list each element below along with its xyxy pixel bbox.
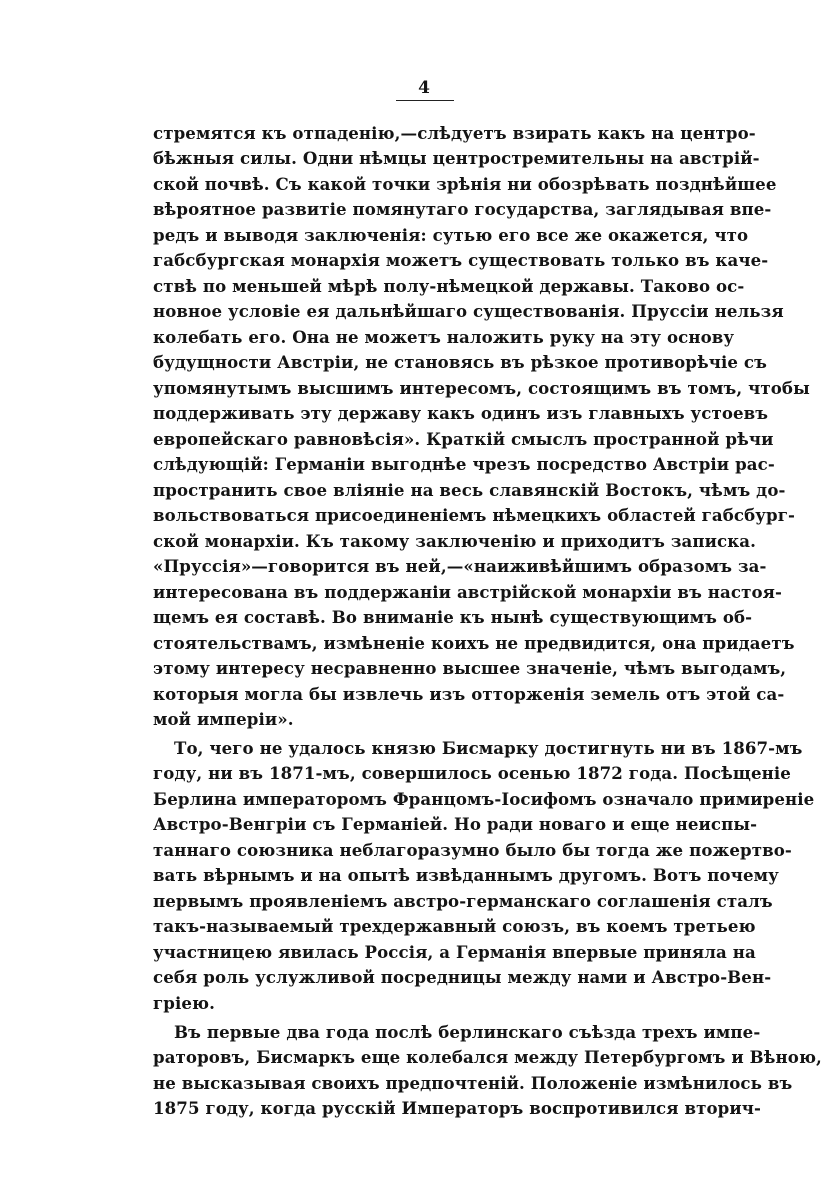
- text-line: колебать его. Она не можетъ наложить руку на эту основу: [153, 327, 735, 347]
- text-line: вѣроятное развитіе помянутаго государства, заглядывая впе-: [153, 199, 772, 219]
- text-line: гріею.: [153, 993, 216, 1013]
- page-number-rule: [396, 100, 454, 101]
- text-line: ской почвѣ. Съ какой точки зрѣнія ни обозрѣвать позднѣйшее: [153, 174, 777, 194]
- text-line: щемъ ея составѣ. Во вниманіе къ нынѣ существующимъ об-: [153, 607, 753, 627]
- text-line: упомянутымъ высшимъ интересомъ, состоящимъ въ томъ, чтобы: [153, 378, 810, 398]
- text-line: европейскаго равновѣсія». Краткій смыслъ пространной рѣчи: [153, 429, 774, 449]
- text-line: стремятся къ отпаденію,—слѣдуетъ взирать какъ на центро-: [153, 123, 756, 143]
- text-line: редъ и выводя заключенія: сутью его все же окажется, что: [153, 225, 749, 245]
- text-line: Австро-Венгріи съ Германіей. Но ради новаго и еще неиспы-: [153, 814, 758, 834]
- paragraph-start-line: То, чего не удалось князю Бисмарку достигнуть ни въ 1867-мъ: [174, 738, 803, 758]
- text-line: которыя могла бы извлечь изъ отторженія земель отъ этой са-: [153, 684, 785, 704]
- text-line: будущности Австріи, не становясь въ рѣзкое противорѣчіе съ: [153, 352, 767, 372]
- text-line: стоятельствамъ, измѣненіе коихъ не предвидится, она придаетъ: [153, 633, 795, 653]
- text-line: ствѣ по меньшей мѣрѣ полу-нѣмецкой державы. Таково ос-: [153, 276, 745, 296]
- text-line: вольствоваться присоединеніемъ нѣмецкихъ областей габсбург-: [153, 505, 795, 525]
- text-line: бѣжныя силы. Одни нѣмцы центростремительны на австрій-: [153, 148, 760, 168]
- text-line: этому интересу несравненно высшее значеніе, чѣмъ выгодамъ,: [153, 658, 787, 678]
- text-line: участницею явилась Россія, а Германія впервые приняла на: [153, 942, 756, 962]
- text-line: году, ни въ 1871-мъ, совершилось осенью 1872 года. Посѣщеніе: [153, 763, 791, 783]
- text-line: вать вѣрнымъ и на опытѣ извѣданнымъ другомъ. Вотъ почему: [153, 865, 779, 885]
- text-line: интересована въ поддержаніи австрійской монархіи въ настоя-: [153, 582, 782, 602]
- paragraph-start-line: Въ первые два года послѣ берлинскаго съѣзда трехъ импе-: [174, 1022, 761, 1042]
- text-line: Берлина императоромъ Францомъ-Іосифомъ означало примиреніе: [153, 789, 815, 809]
- text-line: слѣдующій: Германіи выгоднѣе чрезъ посредство Австріи рас-: [153, 454, 775, 474]
- text-line: раторовъ, Бисмаркъ еще колебался между Петербургомъ и Вѣною,: [153, 1047, 822, 1067]
- text-line: такъ-называемый трехдержавный союзъ, въ коемъ третьею: [153, 916, 756, 936]
- text-line: «Пруссія»—говорится въ ней,—«наиживѣйшимъ образомъ за-: [153, 556, 767, 576]
- text-line: габсбургская монархія можетъ существовать только въ каче-: [153, 250, 769, 270]
- page-number: 4: [418, 78, 430, 98]
- text-line: ской монархіи. Къ такому заключенію и приходитъ записка.: [153, 531, 757, 551]
- text-line: пространить свое вліяніе на весь славянскій Востокъ, чѣмъ до-: [153, 480, 786, 500]
- text-line: не высказывая своихъ предпочтеній. Положеніе измѣнилось въ: [153, 1073, 793, 1093]
- text-line: мой имперіи».: [153, 709, 294, 729]
- text-line: 1875 году, когда русскій Императоръ воспротивился вторич-: [153, 1098, 761, 1118]
- text-line: таннаго союзника неблагоразумно было бы тогда же пожертво-: [153, 840, 792, 860]
- text-line: себя роль услужливой посредницы между нами и Австро-Вен-: [153, 967, 772, 987]
- text-line: первымъ проявленіемъ австро-германскаго соглашенія сталъ: [153, 891, 773, 911]
- text-line: новное условіе ея дальнѣйшаго существованія. Пруссіи нельзя: [153, 301, 784, 321]
- text-line: поддерживать эту державу какъ одинъ изъ главныхъ устоевъ: [153, 403, 769, 423]
